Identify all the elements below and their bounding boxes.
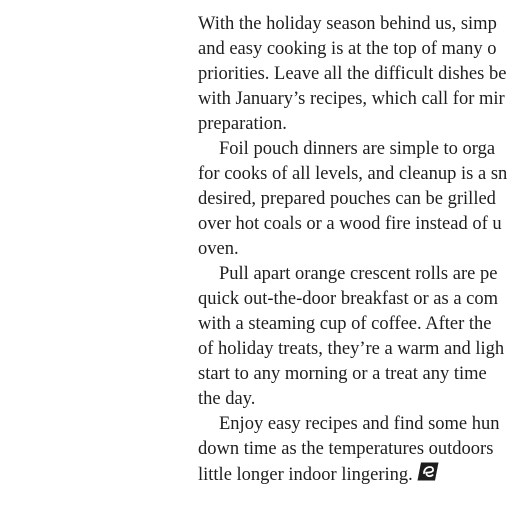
paragraph-4 — [198, 412, 512, 487]
paragraph-line: with January’s recipes, which call for mir — [198, 89, 505, 109]
paragraph-line: Enjoy easy recipes and find some hun — [219, 414, 500, 434]
paragraph-3 — [198, 262, 512, 412]
article-body — [198, 12, 512, 487]
paragraph-line: for cooks of all levels, and cleanup is a sn — [198, 164, 508, 184]
e-end-mark-icon — [417, 462, 439, 481]
paragraph-line: Foil pouch dinners are simple to orga — [219, 139, 496, 159]
paragraph-line: priorities. Leave all the difficult dishes be — [198, 64, 507, 84]
paragraph-line: oven. — [198, 239, 239, 259]
paragraph-line: start to any morning or a treat any time — [198, 364, 487, 384]
paragraph-line: with a steaming cup of coffee. After the — [198, 314, 492, 334]
paragraph-1 — [198, 12, 512, 137]
paragraph-line: desired, prepared pouches can be grilled — [198, 189, 496, 209]
paragraph-line: quick out-the-door breakfast or as a com — [198, 289, 499, 309]
paragraph-line: preparation. — [198, 114, 287, 134]
paragraph-line: and easy cooking is at the top of many o — [198, 39, 497, 59]
paragraph-last-line — [198, 462, 512, 487]
paragraph-line: the day. — [198, 389, 256, 409]
paragraph-line: Pull apart orange crescent rolls are pe — [219, 264, 498, 284]
paragraph-line: down time as the temperatures outdoors — [198, 439, 494, 459]
paragraph-line: over hot coals or a wood fire instead of u — [198, 214, 502, 234]
paragraph-line: of holiday treats, they’re a warm and ligh — [198, 339, 505, 359]
paragraph-2 — [198, 137, 512, 262]
paragraph-line-text: little longer indoor lingering. — [198, 465, 413, 485]
paragraph-line: With the holiday season behind us, simp — [198, 14, 497, 34]
